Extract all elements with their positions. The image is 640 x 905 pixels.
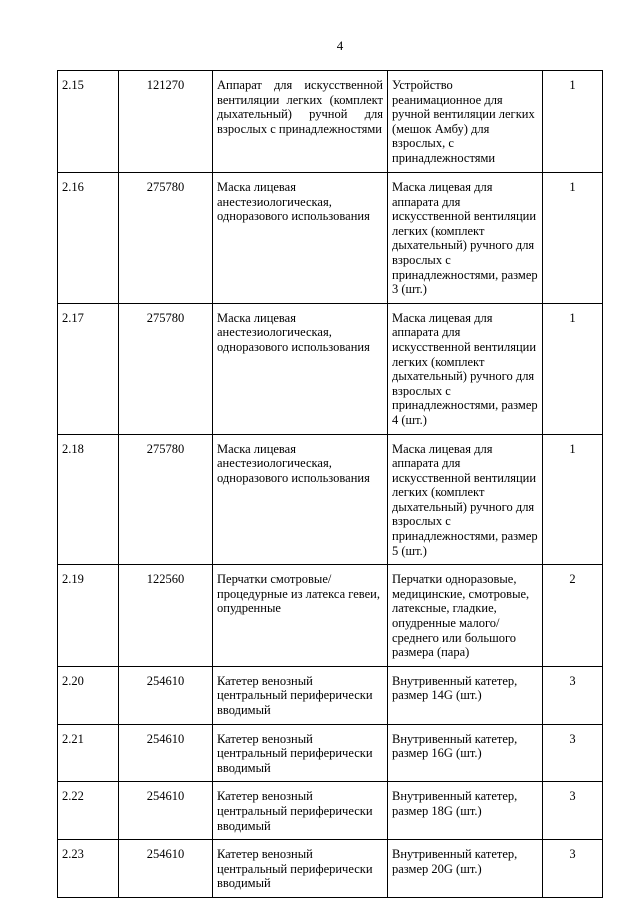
item-quantity: 3 [543,782,603,840]
table-row [58,173,603,304]
equipment-table [57,70,603,898]
item-quantity: 1 [543,434,603,565]
item-name: Маска лицевая анестезиологическая, одноразового использования [213,173,388,304]
item-number: 2.19 [58,565,119,667]
table-row [58,565,603,667]
table-row [58,782,603,840]
item-quantity: 1 [543,303,603,434]
page-number: 4 [336,38,344,53]
table-row [58,724,603,782]
item-description: Внутривенный катетер, размер 20G (шт.) [388,840,543,898]
item-code: 275780 [119,303,213,434]
item-code: 254610 [119,724,213,782]
table-row [58,71,603,173]
item-quantity: 1 [543,173,603,304]
item-code: 275780 [119,434,213,565]
item-name: Катетер венозный центральный периферически вводимый [213,724,388,782]
item-number: 2.20 [58,666,119,724]
item-name: Маска лицевая анестезиологическая, одноразового использования [213,434,388,565]
item-quantity: 3 [543,840,603,898]
item-number: 2.18 [58,434,119,565]
item-number: 2.22 [58,782,119,840]
item-description: Внутривенный катетер, размер 16G (шт.) [388,724,543,782]
table-row [58,303,603,434]
item-description: Перчатки одноразовые, медицинские, смотровые, латексные, гладкие, опудренные малого/среднего или большого размера (пара) [388,565,543,667]
item-number: 2.17 [58,303,119,434]
item-name: Катетер венозный центральный периферически вводимый [213,840,388,898]
item-number: 2.16 [58,173,119,304]
item-code: 122560 [119,565,213,667]
item-number: 2.15 [58,71,119,173]
item-quantity: 3 [543,666,603,724]
item-code: 254610 [119,782,213,840]
item-code: 121270 [119,71,213,173]
table-row [58,434,603,565]
item-quantity: 1 [543,71,603,173]
item-description: Маска лицевая для аппарата для искусственной вентиляции легких (комплект дыхательный) ручного для взрослых с принадлежностями, размер 3 (шт.) [388,173,543,304]
item-code: 254610 [119,666,213,724]
item-code: 275780 [119,173,213,304]
item-description: Внутривенный катетер, размер 14G (шт.) [388,666,543,724]
item-name: Аппарат для искусственной вентиляции легких (комплект дыхательный) ручной для взрослых с принадлежностями [213,71,388,173]
item-number: 2.23 [58,840,119,898]
item-description: Устройство реанимационное для ручной вентиляции легких (мешок Амбу) для взрослых, с принадлежностями [388,71,543,173]
item-name: Катетер венозный центральный периферически вводимый [213,782,388,840]
table-row [58,666,603,724]
item-quantity: 2 [543,565,603,667]
item-name: Перчатки смотровые/процедурные из латекса гевеи, опудренные [213,565,388,667]
item-code: 254610 [119,840,213,898]
item-description: Внутривенный катетер, размер 18G (шт.) [388,782,543,840]
item-number: 2.21 [58,724,119,782]
item-name: Катетер венозный центральный периферически вводимый [213,666,388,724]
item-quantity: 3 [543,724,603,782]
table-row [58,840,603,898]
item-description: Маска лицевая для аппарата для искусственной вентиляции легких (комплект дыхательный) ручного для взрослых с принадлежностями, размер 5 (шт.) [388,434,543,565]
item-name: Маска лицевая анестезиологическая, одноразового использования [213,303,388,434]
item-description: Маска лицевая для аппарата для искусственной вентиляции легких (комплект дыхательный) ручного для взрослых с принадлежностями, размер 4 (шт.) [388,303,543,434]
